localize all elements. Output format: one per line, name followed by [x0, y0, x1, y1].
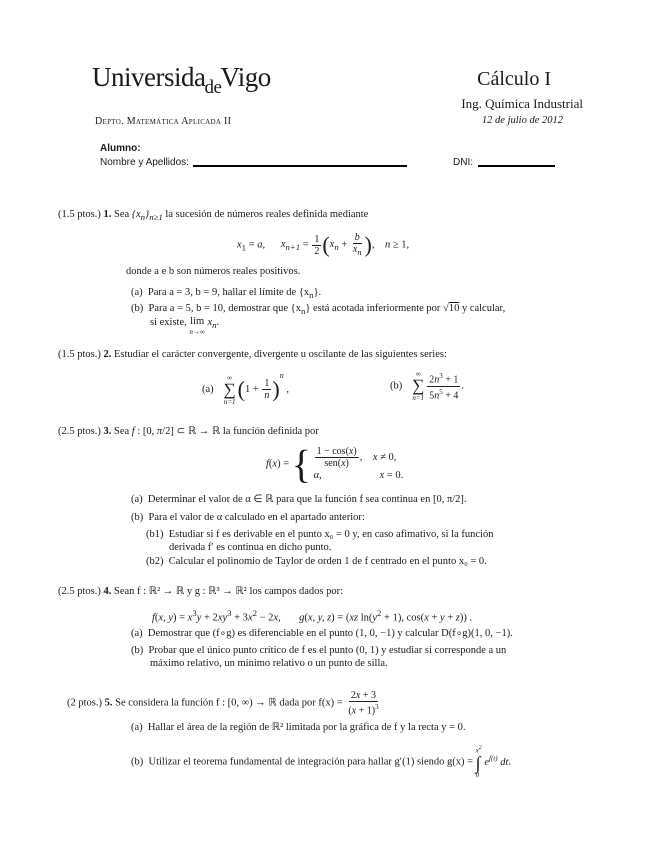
- exam-date: 12 de julio de 2012: [481, 115, 563, 126]
- problem-3b1: (b1) Estudiar si f es derivable en el punto x₀ = 0 y, en caso afimativo, si la función: [146, 529, 494, 540]
- university-logo: Universida$_{de}$Vigo: [92, 62, 271, 98]
- problem-3-header: (2.5 ptos.) 3. Sea f : [0, π/2] ⊂ ℝ → ℝ la función definida por: [58, 426, 319, 437]
- name-field[interactable]: [193, 165, 407, 167]
- department: Depto. Matemática Aplicada II: [95, 116, 232, 127]
- dni-label: DNI:: [453, 157, 473, 168]
- problem-3-function: f(x) = { $\frac{1 - \cos(x)}{\text{sen(x)}}$ , x ≠ 0, α, x = 0.: [266, 441, 404, 487]
- problem-4b-cont: máximo relativo, un mínimo relativo o un punto de silla.: [150, 658, 388, 669]
- student-label: Alumno:: [100, 143, 141, 154]
- problem-3b: (b) Para el valor de α calculado en el apartado anterior:: [131, 512, 365, 523]
- problem-4b: (b) Probar que el único punto crítico de f es el punto (0, 1) y estudiar si corresponde a un: [131, 645, 507, 656]
- problem-1b-cont: si existe, lim n→∞ $x_n$.: [150, 316, 220, 336]
- problem-5-header: (2 ptos.) 5. Se considera la función f : [0, ∞) → ℝ dada por f(x) = $\frac{2x + 3}{(x + 1)^3}$: [67, 690, 379, 717]
- course-title: Cálculo I: [477, 68, 551, 90]
- degree-name: Ing. Química Industrial: [461, 96, 583, 111]
- problem-3b2: (b2) Calcular el polinomio de Taylor de orden 1 de f centrado en el punto x₀ = 0.: [146, 556, 487, 567]
- problem-4-fields: f(x, $y) = x^3y + 2xy^3 + 3x^2 - 2x$, g(x, y, z) = (xz $\ln(y^2 + 1)$, cos(x + y + z)) .: [152, 608, 473, 624]
- problem-2-header: (1.5 ptos.) 2. Estudiar el carácter convergente, divergente u oscilante de las siguientes series:: [58, 349, 447, 360]
- problem-1a: (a) Para a = 3, b = 9, hallar el límite de $\{x_n\}$.: [131, 287, 322, 301]
- problem-1-header: (1.5 ptos.) 1. Sea $\{x_n\}_{n\ge 1}$ la sucesión de números reales definida mediante: [58, 209, 369, 223]
- problem-3b1-cont: derivada f′ es continua en dicho punto.: [169, 542, 332, 553]
- problem-5a: (a) Hallar el área de la región de ℝ² limitada por la gráfica de f y la recta y = 0.: [131, 722, 466, 733]
- problem-1-recurrence: $x_1 = a$, $x_{n+1}$ = $\frac{1}{2}$ ($x_n$ + $\frac{b}{x_n}$ ), n ≥ 1,: [237, 232, 410, 257]
- problem-1b: (b) Para a = 5, b = 10, demostrar que $\{x_n\}$ está acotada inferiormente por √10 y calcular,: [131, 303, 506, 317]
- dni-field[interactable]: [478, 165, 555, 167]
- problem-5b: (b) Utilizar el teorema fundamental de integración para hallar g′(1) siendo g(x) = $x^2$ ∫ 0 $e^{f(t)}$ dt.: [131, 745, 511, 780]
- problem-2b-series: (b) ∞ ∑ n=1 $\frac{2n^3 + 1}{5n^5 + 4}$ .: [390, 370, 465, 402]
- problem-3a: (a) Determinar el valor de α ∈ ℝ para que la función f sea continua en [0, π/2].: [131, 494, 467, 505]
- problem-1-condition: donde a e b son números reales positivos.: [126, 266, 301, 277]
- name-label: Nombre y Apellidos:: [100, 157, 189, 168]
- problem-4-header: (2.5 ptos.) 4. Sean f : ℝ² → ℝ y g : ℝ³ → ℝ² los campos dados por:: [58, 586, 344, 597]
- problem-2a-series: (a) ∞ ∑ n=1 (1 + $\frac{1}{n}$ )$^n$ ,: [202, 371, 289, 406]
- problem-4a: (a) Demostrar que (f∘g) es diferenciable en el punto (1, 0, −1) y calcular D(f∘g)(1, 0, −1).: [131, 628, 513, 639]
